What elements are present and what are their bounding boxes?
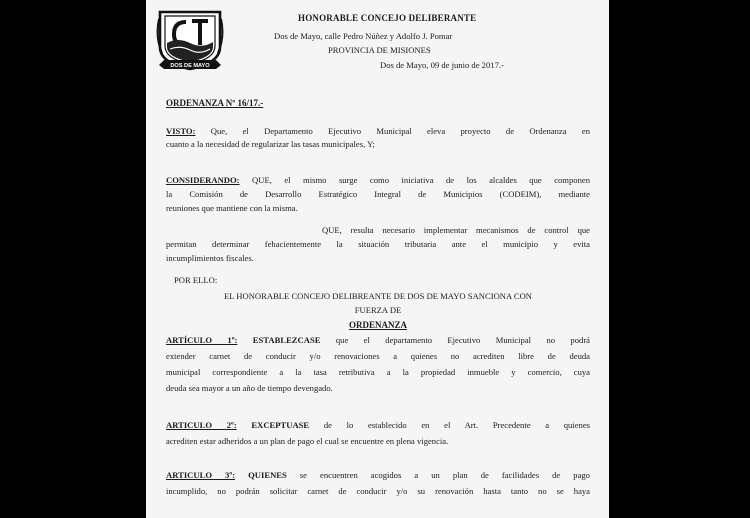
- province-name: PROVINCIA DE MISIONES: [328, 45, 431, 55]
- document-page: [146, 0, 609, 518]
- que2-line-3: incumplimientos fiscales.: [166, 252, 254, 263]
- article-2-label: ARTICULO 2º:: [166, 420, 237, 430]
- article-1-label: ARTÍCULO 1º:: [166, 335, 238, 345]
- sanciona-line-2: FUERZA DE: [354, 305, 402, 315]
- article-1-text-1: que el departamento Ejecutivo Municipal no podrá: [320, 335, 590, 345]
- que2-line-1: QUE, resulta necesario implementar mecanismos de control que: [322, 225, 590, 235]
- considerando-paragraph: [166, 176, 590, 214]
- considerando-text-1: QUE, el mismo surge como iniciativa de los alcaldes que componen: [239, 175, 590, 185]
- visto-paragraph: [166, 127, 590, 150]
- sanciona-line-1: EL HONORABLE CONCEJO DELIBREANTE DE DOS DE MAYO SANCIONA CON: [223, 291, 533, 301]
- ordinance-number-title: ORDENANZA Nº 16/17.-: [166, 98, 264, 108]
- council-title: HONORABLE CONCEJO DELIBERANTE: [298, 13, 477, 23]
- article-1-line-2: extender carnet de conducir y/o renovaciones a quienes no acrediten libre de deuda: [166, 350, 590, 361]
- article-3-line-2: incumplido, no podrán solicitar carnet de conducir y/o su renovación hasta tanto no se haya: [166, 485, 590, 496]
- logo-ribbon-text: DOS DE MAYO: [170, 63, 210, 70]
- article-2-line-1: [166, 421, 590, 431]
- article-1-line-3: municipal correspondiente a la tasa retributiva a la propiedad inmueble y comercio, cuya: [166, 366, 590, 377]
- ordenanza-heading: ORDENANZA: [348, 320, 407, 330]
- considerando-line-1: [166, 176, 590, 186]
- visto-line-1: [166, 127, 590, 137]
- article-2-line-2: acrediten estar adheridos a un plan de pago el cual se encuentre en plena vigencia.: [166, 435, 449, 446]
- municipal-coat-of-arms-logo: [156, 9, 224, 71]
- article-1-line-4: deuda sea mayor a un año de tiempo devengado.: [166, 382, 333, 393]
- article-1: [166, 336, 590, 394]
- article-1-verb: ESTABLEZCASE: [237, 335, 321, 345]
- que2-line-2: permitan determinar fehacientemente la situación tributaria ante el municipio y evita: [166, 238, 590, 249]
- considerando-label: CONSIDERANDO:: [166, 175, 240, 185]
- document-date: Dos de Mayo, 09 de junio de 2017.-: [380, 60, 504, 70]
- visto-line-2: cuanto a la necesidad de regularizar las tasas municipales, Y;: [166, 138, 375, 149]
- article-2: [166, 421, 590, 447]
- considerando-line-2: la Comisión de Desarrollo Estratégico Integral de Municipios (CODEIM), mediante: [166, 188, 590, 199]
- considerando-line-3: reuniones que mantiene con la misma.: [166, 202, 298, 213]
- que-second-paragraph: [166, 226, 590, 264]
- article-1-line-1: [166, 336, 590, 346]
- shield-icon: [156, 9, 224, 71]
- council-address: Dos de Mayo, calle Pedro Núñez y Adolfo J. Pomar: [274, 31, 453, 41]
- article-2-verb: EXCEPTUASE: [236, 420, 310, 430]
- por-ello: POR ELLO:: [174, 275, 218, 285]
- visto-label: VISTO:: [166, 126, 196, 136]
- visto-text-1: Que, el Departamento Ejecutivo Municipal eleva proyecto de Ordenanza en: [195, 126, 590, 136]
- article-3-label: ARTICULO 3º:: [166, 470, 236, 480]
- article-3: [166, 471, 590, 497]
- article-3-text-1: se encuentren acogidos a un plan de facilidades de pago: [286, 470, 590, 480]
- article-3-line-1: [166, 471, 590, 481]
- article-3-verb: QUIENES: [235, 470, 287, 480]
- article-2-text-1: de lo establecido en el Art. Precedente a quienes: [309, 420, 590, 430]
